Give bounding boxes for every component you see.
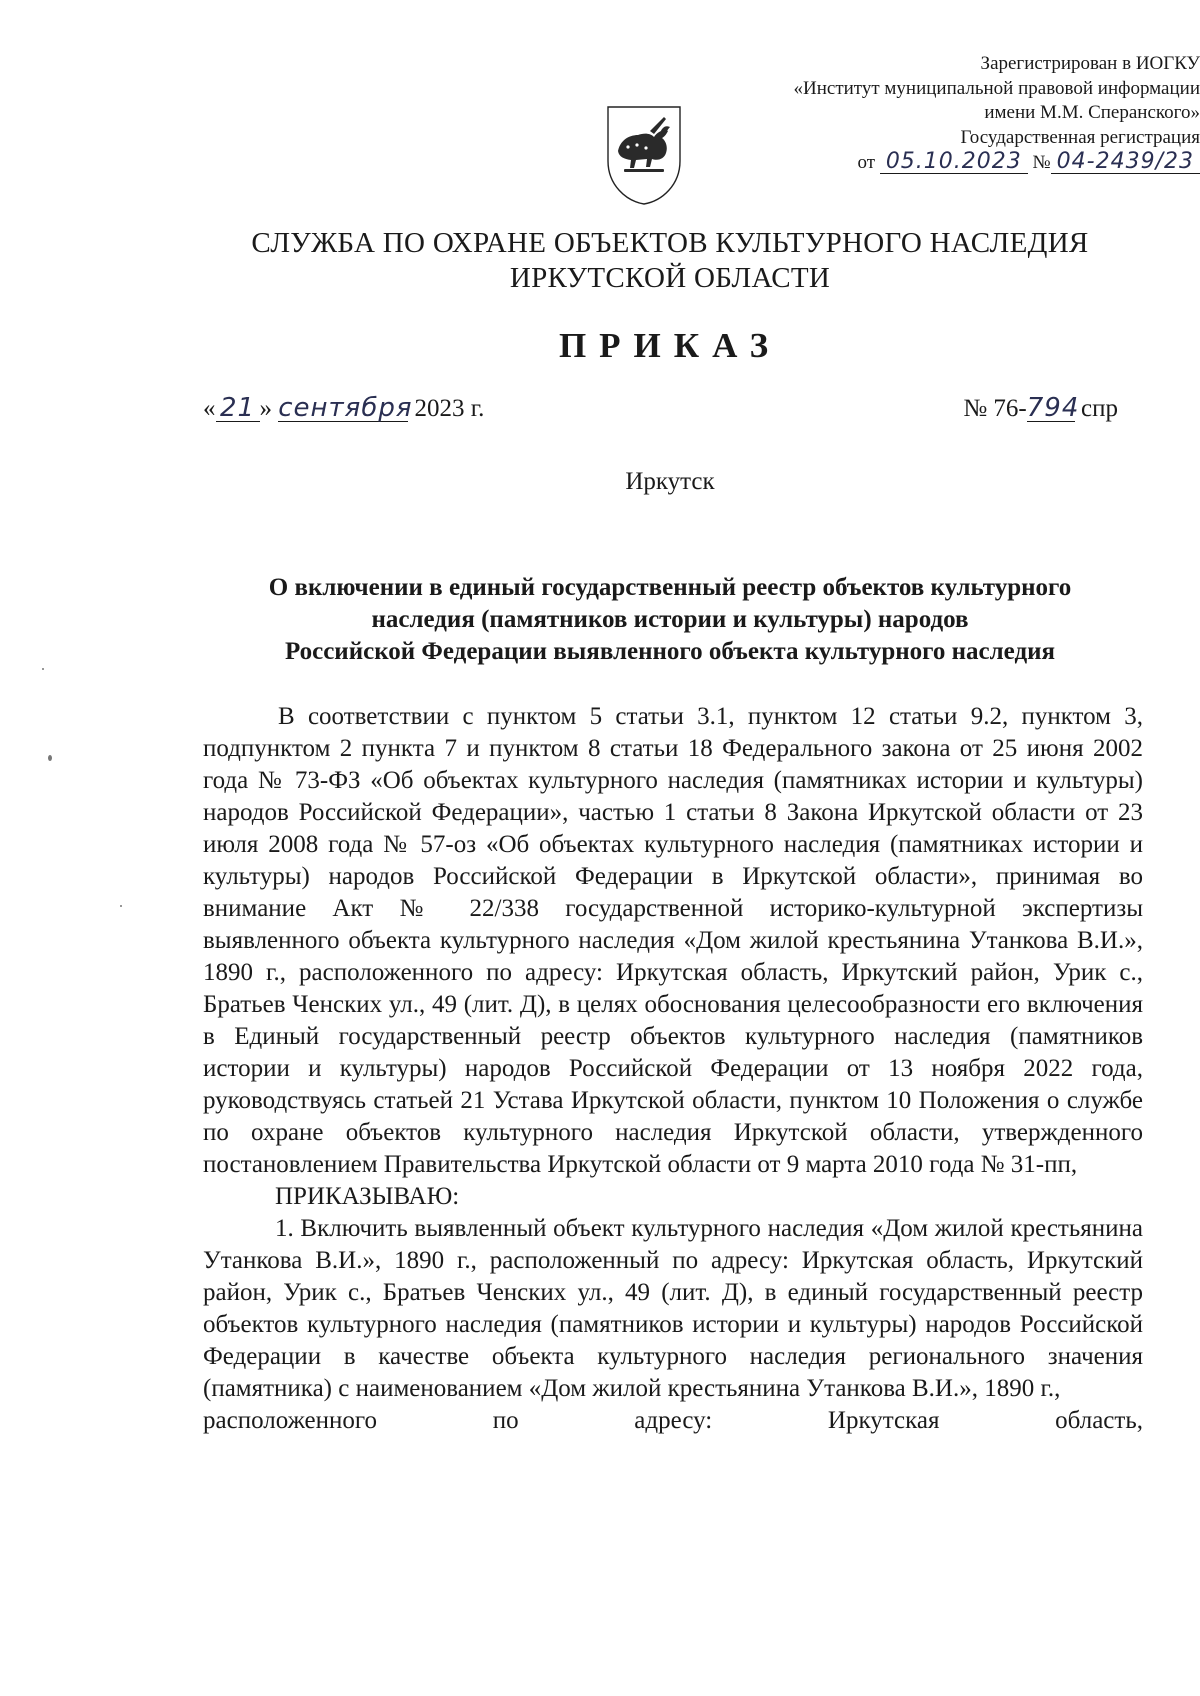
stamp-line-state-registration: Государственная регистрация [960,126,1200,148]
order-number-handwritten: 794 [1026,393,1080,423]
last-line-word-5: область, [1055,1407,1143,1434]
document-heading [200,572,1140,668]
item-1-last-line [203,1405,1143,1437]
order-date [203,395,484,423]
stamp-from-prefix: от [857,152,876,173]
agency-name-line-1: СЛУЖБА ПО ОХРАНЕ ОБЪЕКТОВ КУЛЬТУРНОГО НАСЛЕДИЯ [251,227,1089,259]
agency-name-line-2: ИРКУТСКОЙ ОБЛАСТИ [509,262,831,294]
irkutsk-coat-of-arms-icon [604,103,684,207]
order-number-suffix: спр [1081,395,1118,422]
stamp-line-registered: Зарегистрирован в ИОГКУ [980,53,1200,74]
last-line-word-3: адресу: [634,1407,713,1434]
date-year: 2023 г. [414,395,485,422]
last-line-word-4: Иркутская [827,1407,940,1434]
last-line-word-2: по [492,1407,519,1434]
scan-speck [42,668,44,670]
date-number-row [203,395,1118,435]
agency-name [0,226,1200,296]
last-line-word-1: расположенного [203,1407,378,1434]
document-heading-line-3: Российской Федерации выявленного объекта культурного наследия [284,638,1056,665]
stamp-number-prefix: № [1032,152,1051,173]
date-open-quote: « [203,395,216,422]
order-number [963,395,1118,423]
registration-stamp [760,52,1200,176]
stamp-number-handwritten: 04-2439/23 [1051,151,1200,174]
stamp-date-handwritten: 05.10.2023 [880,151,1028,174]
date-day-handwritten: 21 [216,395,260,422]
document-heading-line-2: наследия (памятников истории и культуры) народов [371,606,969,633]
order-title: ПРИКАЗ [558,326,782,365]
item-1-paragraph: 1. Включить выявленный объект культурного наследия «Дом жилой крестьянина Утанкова В.И.», 1890 г., расположенный по адресу: Иркутская область, Иркутский район, Урик с., Братьев Ченских ул., 49 (лит. Д), в единый государственный реестр объектов культурного наследия (памятников истории и культуры) народов Российской Федерации в качестве объекта культурного наследия регионального значения (памятника) с наименованием «Дом жилой крестьянина Утанкова В.И.», 1890 г., [203,1215,1143,1402]
scan-speck [48,755,52,761]
stamp-date-number-row [760,151,1200,176]
city: Иркутск [625,468,715,495]
document-body [203,701,1143,1437]
scan-speck [120,905,122,907]
document-heading-line-1: О включении в единый государственный реестр объектов культурного [268,574,1072,601]
order-word: ПРИКАЗЫВАЮ: [275,1183,460,1210]
preamble-paragraph: В соответствии с пунктом 5 статьи 3.1, пунктом 12 статьи 9.2, пунктом 3, подпунктом 2 пункта 7 и пунктом 8 статьи 18 Федерального закона от 25 июня 2002 года № 73-ФЗ «Об объектах культурного наследия (памятниках истории и культуры) народов Российской Федерации», частью 1 статьи 8 Закона Иркутской области от 23 июля 2008 года № 57-оз «Об объектах культурного наследия (памятниках истории и культуры) народов Российской Федерации в Иркутской области», принимая во внимание Акт № 22/338 государственной историко-культурной экспертизы выявленного объекта культурного наследия «Дом жилой крестьянина Утанкова В.И.», 1890 г., расположенного по адресу: Иркутская область, Иркутский район, Урик с., Братьев Ченских ул., 49 (лит. Д), в целях обоснования целесообразности его включения в Единый государственный реестр объектов культурного наследия (памятников истории и культуры) народов Российской Федерации от 13 ноября 2022 года, руководствуясь статьей 21 Устава Иркутской области, пунктом 10 Положения о службе по охране объектов культурного наследия Иркутской области, утвержденного постановлением Правительства Иркутской области от 9 марта 2010 года № 31-пп, [203,703,1143,1178]
date-month-handwritten: сентября [278,393,413,423]
date-close-quote: » [259,395,272,422]
stamp-line-institute: «Институт муниципальной правовой информации [793,77,1200,99]
order-number-prefix: № 76- [963,395,1027,422]
stamp-line-speransky: имени М.М. Сперанского» [984,102,1200,123]
